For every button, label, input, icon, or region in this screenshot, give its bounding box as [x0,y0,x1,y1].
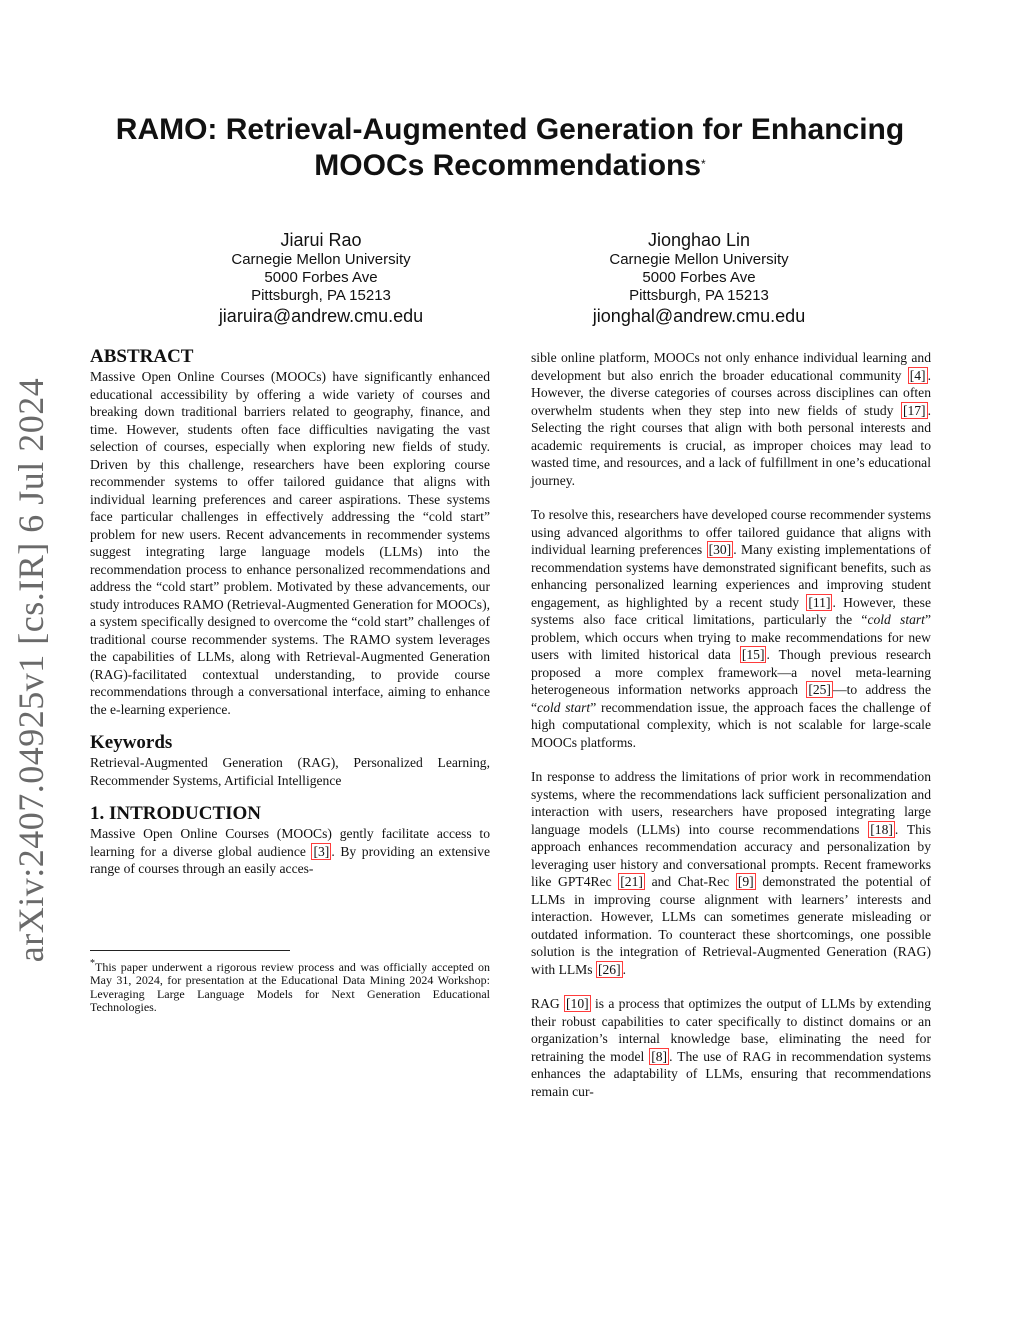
abstract-heading: ABSTRACT [90,346,194,367]
text-run: sible online platform, MOOCs not only enhance individual learning and development but also enrich the broader educational community [531,350,931,383]
author-street: 5000 Forbes Ave [264,269,378,286]
title-footnote-mark: * [701,157,706,171]
text-run: Massive Open Online Courses (MOOCs) gently facilitate access to learning for a diverse global audience [90,826,490,859]
footnote-mark: * [90,958,95,969]
paragraph [531,768,931,978]
text-run: . By providing an extensive range of courses through an easily acces- [90,843,490,876]
citation-link[interactable]: [21] [620,874,643,889]
citation-link[interactable]: [26] [597,961,621,977]
citation-link[interactable]: [11] [808,594,831,610]
emphasis-text: cold start [867,612,925,627]
right-column [531,349,931,1100]
citation-link[interactable]: [8] [651,1048,668,1064]
citation-link[interactable]: [30] [708,542,732,557]
paragraph [531,349,931,489]
arxiv-sidebar-identifier: arXiv:2407.04925v1 [cs.IR] 6 Jul 2024 [11,377,51,963]
citation-link[interactable]: [17] [902,402,926,418]
title-line-2-text: MOOCs Recommendations [314,149,702,182]
text-run: . Many existing implementations of recommendation systems have demonstrated significant benefits, such as enhancing personalized learning experiences and improving student engagement, as highlighted by a recent study [531,542,931,610]
author-street: 5000 Forbes Ave [642,269,756,286]
text-run: and Chat-Rec [644,874,736,889]
author-name: Jionghao Lin [647,230,751,250]
text-run: ” problem, which occurs when trying to make recommendations for new users with limited historical data [531,612,932,662]
text-run: . Selecting the right courses that align with both personal interests and academic requirements is crucial, as improper choices may lead to wasted time, and resources, and a lack of fulfillment in one’s educational journey. [531,402,931,488]
introduction-heading: 1. INTRODUCTION [90,803,262,824]
citation-link[interactable]: [9] [737,874,754,889]
author-block-2 [549,229,849,327]
paper-title [80,112,940,184]
citation-link[interactable]: [18] [870,821,893,837]
citation-link[interactable]: [25] [808,682,831,697]
text-run: . However, the diverse categories of courses across disciplines can often overwhelm students when they step into new fields of study [531,367,931,418]
text-run: . However, these systems also face critical limitations, particularly the “ [531,594,931,627]
author-city: Pittsburgh, PA 15213 [251,287,391,304]
author-affiliation: Carnegie Mellon University [609,251,789,268]
author-block-1 [171,229,471,327]
introduction-paragraph [90,825,490,878]
abstract-text: Massive Open Online Courses (MOOCs) have significantly enhanced educational accessibility by offering a wide variety of courses and breaking down traditional barriers related to geography, finance, and time. However, students often face difficulties navigating the vast selection of courses, especially when exploring new fields of study. Driven by this challenge, researchers have been exploring course recommender systems to offer tailored guidance that aligns with individual learning preferences and career aspirations. These systems face particular challenges in effectively addressing the “cold start” problem for new users. Recent advancements in recommender systems suggest integrating large language models (LLMs) into the recommendation process to enhance personalized recommendations and address the “cold start” problem. Motivated by these advancements, our study introduces RAMO (Retrieval-Augmented Generation for MOOCs), a system specifically designed to overcome the “cold start” challenges of traditional course recommender systems. The RAMO system leverages the capabilities of LLMs, along with Retrieval-Augmented Generation (RAG)-facilitated contextual understanding, to provide course recommendations through a conversational interface, aiming to enhance the e-learning experience. [90,369,490,717]
author-name: Jiarui Rao [280,230,362,250]
emphasis-text: cold start [537,699,591,715]
author-email: jionghal@andrew.cmu.edu [592,306,806,326]
text-run: . This approach enhances recommendation accuracy and personalization by leveraging user history and conversational prompts. Recent frameworks like GPT4Rec [531,821,931,889]
text-run: In response to address the limitations of prior work in recommendation systems, where the recommendations lack sufficient personalization and interaction with users, researchers have proposed integrating large language models (LLMs) into course recommendations [531,769,931,837]
citation-link[interactable]: [15] [741,647,765,662]
paragraph [531,506,931,751]
text-run: . Though previous research proposed a more complex framework—a novel meta-learning heterogeneous information networks approach [531,647,931,697]
text-run: RAG [531,996,565,1011]
footnote-text: This paper underwent a rigorous review process and was officially accepted on May 31, 2024, for presentation at the Educational Data Mining 2024 Workshop: Leveraging Large Language Models for Next Generation Educational Technologies. [90,960,490,1015]
paragraph [531,995,931,1100]
left-column [90,346,490,878]
author-city: Pittsburgh, PA 15213 [629,287,769,304]
text-run: is a process that optimizes the output of LLMs by extending their robust capabilities to cater specifically to distinct domains or an organization’s internal knowledge base, eliminating the need for retraining the model [531,996,931,1064]
citation-link[interactable]: [10] [566,996,589,1011]
author-affiliation: Carnegie Mellon University [231,251,411,268]
text-run: demonstrated the potential of LLMs in improving course alignment with learners’ interests and interaction. However, LLMs can sometimes generate misleading or outdated information. To counteract these shortcomings, one possible solution is the integration of Retrieval-Augmented Generation (RAG) with LLMs [531,874,931,977]
footnote-rule [90,950,290,951]
keywords-text: Retrieval-Augmented Generation (RAG), Personalized Learning, Recommender Systems, Artificial Intelligence [90,755,490,788]
footnote [90,957,490,1015]
citation-link[interactable]: [3] [313,843,330,859]
title-line-2 [80,148,940,184]
text-run: . [622,961,627,977]
citation-link[interactable]: [4] [909,367,926,383]
text-run: —to address the “ [531,682,931,715]
author-email: jiaruira@andrew.cmu.edu [218,306,424,326]
text-run: . The use of RAG in recommendation systems enhances the adaptability of LLMs, ensuring that recommendations remain cur- [531,1048,931,1099]
text-run: ” recommendation issue, the approach faces the challenge of high computational complexity, which is not scalable for large-scale MOOCs platforms. [531,699,931,750]
text-run: To resolve this, researchers have developed course recommender systems using advanced algorithms to offer tailored guidance that aligns with individual learning preferences [531,507,931,557]
title-line-1: RAMO: Retrieval-Augmented Generation for Enhancing [115,113,905,146]
keywords-heading: Keywords [90,732,173,753]
